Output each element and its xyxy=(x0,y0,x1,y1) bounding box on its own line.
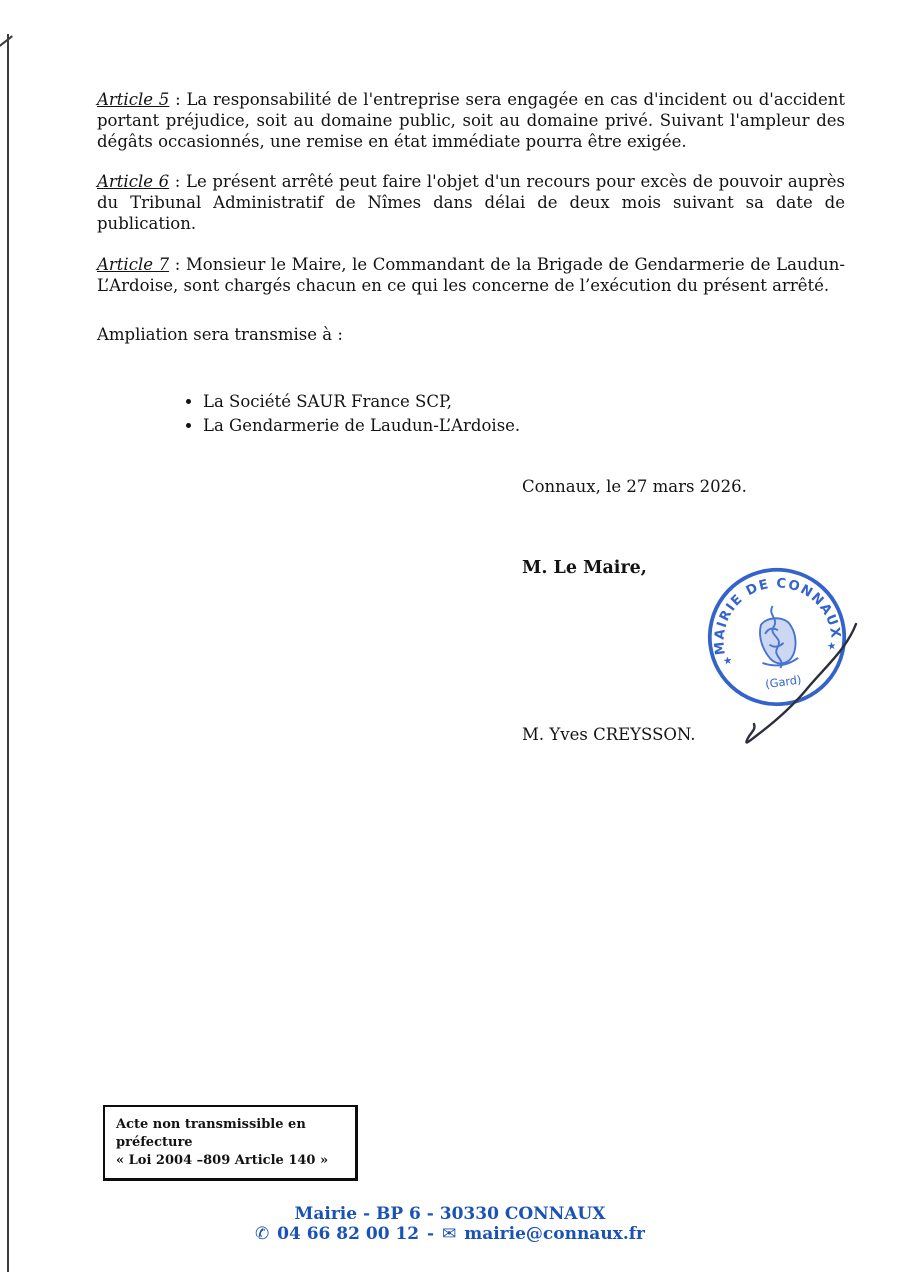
footer-email: mairie@connaux.fr xyxy=(464,1224,646,1244)
article-7-paragraph xyxy=(97,255,845,297)
article-5-paragraph xyxy=(97,90,845,152)
list-item-recipient-2: • La Gendarmerie de Laudun-L’Ardoise. xyxy=(203,415,845,436)
mail-icon: ✉ xyxy=(442,1224,457,1244)
article-6-separator: : xyxy=(169,172,186,192)
phone-icon: ✆ xyxy=(254,1224,270,1244)
signatory-title: M. Le Maire, xyxy=(522,558,647,578)
article-5-text: La responsabilité de l'entreprise sera engagée en cas d'incident ou d'accident portant préjudice, soit au domaine public, soit au domaine privé. Suivant l'ampleur des dégâts occasionnés, une remise en état immédiate pourra être exigée. xyxy=(97,90,845,151)
article-6-text: Le présent arrêté peut faire l'objet d'un recours pour excès de pouvoir auprès du Tribunal Administratif de Nîmes dans délai de deux mois suivant sa date de publication. xyxy=(97,172,845,233)
stamp-arc-text: MAIRIE DE CONNAUX xyxy=(712,576,843,656)
notice-line-2: « Loi 2004 –809 Article 140 » xyxy=(116,1153,329,1168)
signature-path xyxy=(746,624,856,742)
article-7-text: Monsieur le Maire, le Commandant de la Brigade de Gendarmerie de Laudun-L’Ardoise, sont chargés chacun en ce qui les concerne de l’exécution du présent arrêté. xyxy=(97,254,845,295)
star-icon: ★ xyxy=(826,639,838,653)
signatory-name: M. Yves CREYSSON. xyxy=(522,725,696,744)
document-body xyxy=(97,90,845,439)
signature-stroke xyxy=(698,552,868,752)
notice-line-1: Acte non transmissible en préfecture xyxy=(116,1117,306,1150)
article-7-label: Article 7 xyxy=(97,254,170,274)
article-5-separator: : xyxy=(169,90,187,109)
notice-box xyxy=(103,1105,358,1181)
scan-edge-artifact xyxy=(7,34,9,1272)
ampliation-line: Ampliation sera transmise à : xyxy=(97,325,343,345)
article-7-separator: : xyxy=(169,254,186,274)
footer-address: Mairie - BP 6 - 30330 CONNAUX xyxy=(294,1204,606,1224)
article-6-label: Article 6 xyxy=(97,172,170,192)
recipient-list xyxy=(185,391,845,436)
footer-dash: - xyxy=(427,1224,435,1244)
dateline: Connaux, le 27 mars 2026. xyxy=(522,477,747,496)
stamp-bottom-text: (Gard) xyxy=(764,672,803,692)
footer xyxy=(0,1205,900,1244)
footer-contact xyxy=(0,1225,900,1244)
footer-phone: 04 66 82 00 12 xyxy=(277,1224,420,1244)
article-6-paragraph xyxy=(97,172,845,234)
article-5-label: Article 5 xyxy=(97,90,170,109)
star-icon: ★ xyxy=(722,654,734,668)
list-item-recipient-1: • La Société SAUR France SCP, xyxy=(203,391,845,412)
